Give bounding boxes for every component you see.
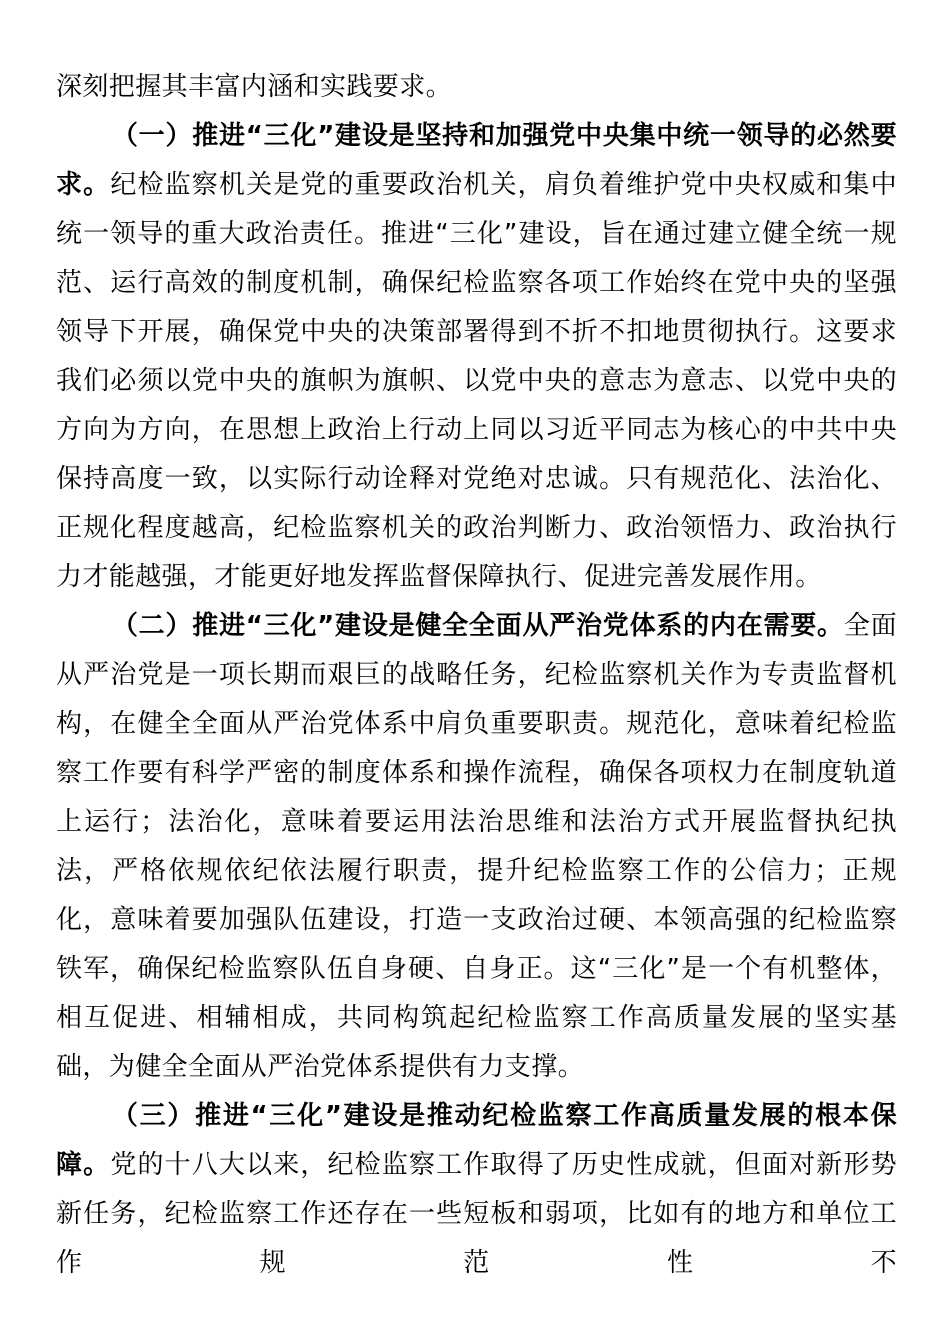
paragraph-section-3	[56, 1092, 897, 1288]
section-1-heading: （一）推进“三化”建设是坚持和加强党中央集中统一领导的必然要求。	[56, 121, 897, 200]
section-2-heading: （二）推进“三化”建设是健全全面从严治党体系的内在需要。	[111, 611, 844, 641]
section-2-body: 全面从严治党是一项长期而艰巨的战略任务，纪检监察机关作为专责监督机构，在健全全面从严治党体系中肩负重要职责。规范化，意味着纪检监察工作要有科学严密的制度体系和操作流程，确保各项权力在制度轨道上运行；法治化，意味着要运用法治思维和法治方式开展监督执纪执法，严格依规依纪依法履行职责，提升纪检监察工作的公信力；正规化，意味着要加强队伍建设，打造一支政治过硬、本领高强的纪检监察铁军，确保纪检监察队伍自身硬、自身正。这“三化”是一个有机整体，相互促进、相辅相成，共同构筑起纪检监察工作高质量发展的坚实基础，为健全全面从严治党体系提供有力支撑。	[56, 611, 897, 1082]
section-1-body: 纪检监察机关是党的重要政治机关，肩负着维护党中央权威和集中统一领导的重大政治责任。推进“三化”建设，旨在通过建立健全统一规范、运行高效的制度机制，确保纪检监察各项工作始终在党中央的坚强领导下开展，确保党中央的决策部署得到不折不扣地贯彻执行。这要求我们必须以党中央的旗帜为旗帜、以党中央的意志为意志、以党中央的方向为方向，在思想上政治上行动上同以习近平同志为核心的中共中央保持高度一致，以实际行动诠释对党绝对忠诚。只有规范化、法治化、正规化程度越高，纪检监察机关的政治判断力、政治领悟力、政治执行力才能越强，才能更好地发挥监督保障执行、促进完善发展作用。	[56, 170, 897, 592]
paragraph-section-1	[56, 112, 897, 602]
section-3-heading: （三）推进“三化”建设是推动纪检监察工作高质量发展的根本保障。	[56, 1101, 897, 1180]
paragraph-intro-continuation: 深刻把握其丰富内涵和实践要求。	[56, 72, 453, 102]
section-3-body: 党的十八大以来，纪检监察工作取得了历史性成就，但面对新形势新任务，纪检监察工作还存在一些短板和弱项，比如有的地方和单位工作规范性不	[56, 1150, 897, 1278]
paragraph-section-2	[56, 602, 897, 1092]
